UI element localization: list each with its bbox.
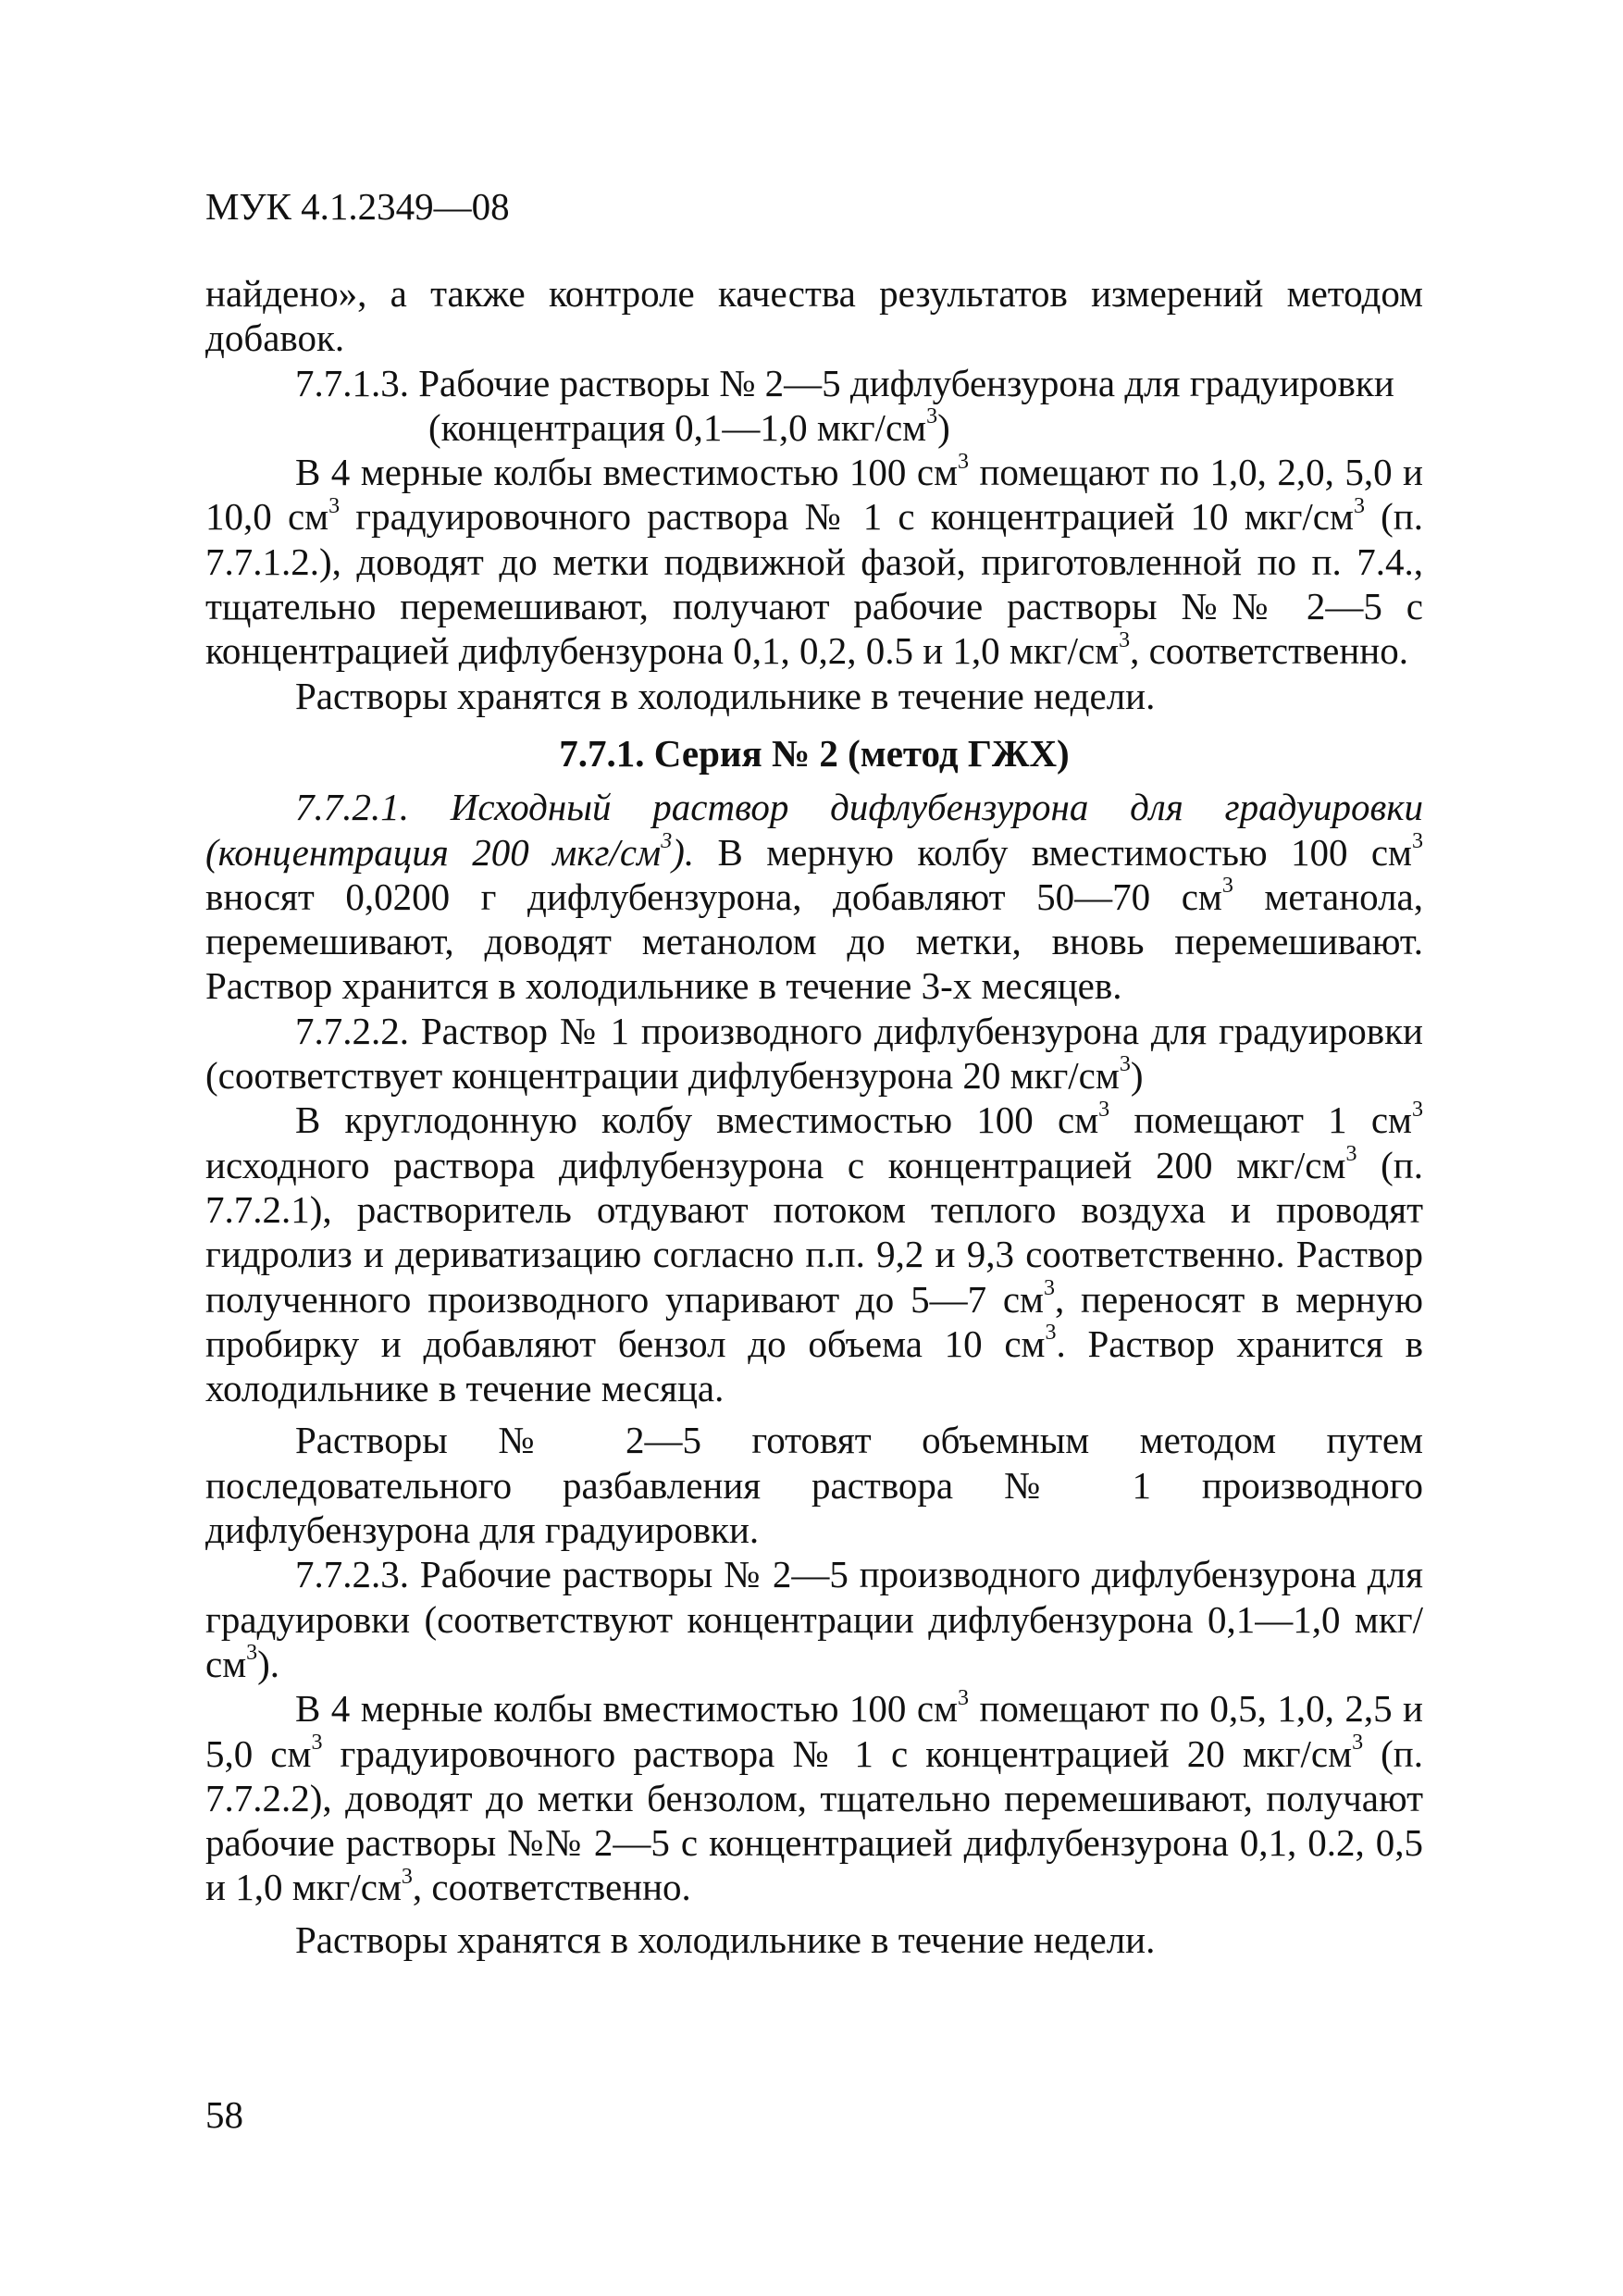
superscript: 3 — [1353, 493, 1365, 518]
superscript: 3 — [1411, 1097, 1423, 1122]
running-header: МУК 4.1.2349—08 — [205, 185, 510, 228]
page-number: 58 — [205, 2093, 243, 2136]
paragraph-continuation: найдено», а также контроле качества результатов измерений методом добавок. — [205, 272, 1423, 360]
paragraph-7-7-2-1: 7.7.2.1. Исходный раствор дифлубензурона для градуировки (концентрация 200 мкг/$см^3$). В мерную колбу вместимостью 100 $см^3$ вносят 0,0200 г дифлубензурона, добавляют 50—70 $см^3$ метанола, перемешивают, доводят метанолом до метки, вновь перемешивают. Раствор хранится в холодильнике в течение 3-х месяцев. — [205, 786, 1424, 1008]
paragraph-serial-dilution: Растворы № 2—5 готовят объемным методом путем последовательного разбавления раствора № 1 производного дифлубензурона для градуировки. — [205, 1419, 1423, 1552]
superscript: 3 — [1045, 1321, 1057, 1346]
superscript: 3 — [1044, 1275, 1056, 1300]
superscript: 3 — [926, 404, 938, 429]
superscript: 3 — [1352, 1730, 1364, 1755]
superscript: 3 — [328, 493, 341, 518]
paragraph-derivatization: В круглодонную колбу вместимостью 100 $см^3$ помещают 1 $см^3$ исходного раствора дифлубензурона с концентрацией 200 мкг/$см^3$ (п. 7.7.2.1), растворитель отдувают потоком теплого воздуха и проводят гидролиз и дериватизацию согласно п.п. 9,2 и 9,3 соответственно. Раствор полученного производного упаривают до 5—7 $см^3$, переносят в мерную пробирку и добавляют бензол до объема 10 $см^3$. Раствор хранится в холодильнике в течение месяца. — [205, 1097, 1423, 1410]
paragraph-7-7-1-3-subtitle: (концентрация 0,1—1,0 мкг/$см^3$) — [428, 404, 950, 449]
superscript: 3 — [311, 1730, 323, 1755]
paragraph-7-7-1-3-title: 7.7.1.3. Рабочие растворы № 2—5 дифлубензурона для градуировки — [295, 361, 1394, 404]
superscript: 3 — [958, 1685, 970, 1710]
paragraph-storage-2: Растворы хранятся в холодильнике в течение недели. — [295, 1917, 1156, 1961]
superscript: 3 — [1098, 1097, 1110, 1122]
superscript: 3 — [1119, 1052, 1131, 1077]
paragraph-7-7-2-3: 7.7.2.3. Рабочие растворы № 2—5 производного дифлубензурона для градуировки (соответствуют концентрации дифлубензурона 0,1—1,0 мкг/$см^3$). — [205, 1553, 1423, 1685]
paragraph-dilution-2: В 4 мерные колбы вместимостью 100 $см^3$ помещают по 0,5, 1,0, 2,5 и 5,0 $см^3$ градуировочного раствора № 1 с концентрацией 20 мкг/$см^3$ (п. 7.7.2.2), доводят до метки бензолом, тщательно перемешивают, получают рабочие растворы №№ 2—5 с концентрацией дифлубензурона 0,1, 0.2, 0,5 и 1,0 мкг/$см^3$, соответственно. — [205, 1685, 1423, 1909]
paragraph-dilution-1: В 4 мерные колбы вместимостью 100 $см^3$ помещают по 1,0, 2,0, 5,0 и 10,0 $см^3$ градуировочного раствора № 1 с концентрацией 10 мкг/$см^3$ (п. 7.7.1.2.), доводят до метки подвижной фазой, приготовленной по п. 7.4., тщательно перемешивают, получают рабочие растворы №№ 2—5 с концентрацией дифлубензурона 0,1, 0,2, 0.5 и 1,0 мкг/$см^3$, соответственно. — [205, 449, 1423, 673]
superscript: 3 — [1412, 828, 1423, 853]
superscript: 3 — [661, 828, 673, 853]
page-body — [205, 271, 1423, 1962]
paragraph-7-7-2-2: 7.7.2.2. Раствор № 1 производного дифлубензурона для градуировки (соответствует концентрации дифлубензурона 20 мкг/$см^3$) — [205, 1009, 1423, 1098]
superscript: 3 — [401, 1864, 413, 1889]
superscript: 3 — [1119, 627, 1131, 652]
section-heading: 7.7.1. Серия № 2 (метод ГЖХ) — [559, 731, 1070, 775]
superscript: 3 — [246, 1641, 258, 1666]
superscript: 3 — [1221, 874, 1233, 899]
paragraph-storage-1: Растворы хранятся в холодильнике в течение недели. — [295, 674, 1156, 717]
superscript: 3 — [958, 449, 970, 474]
superscript: 3 — [1345, 1141, 1357, 1166]
